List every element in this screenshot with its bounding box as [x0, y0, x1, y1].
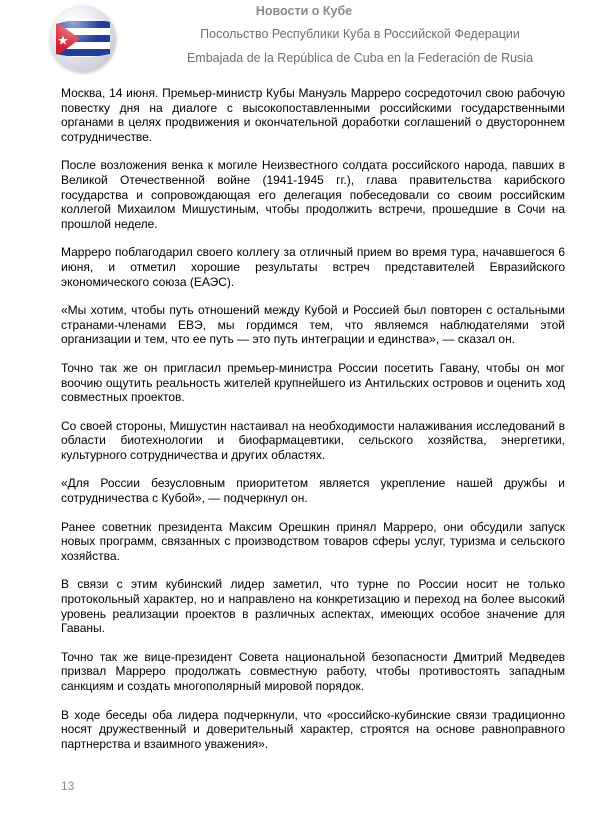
page-number: 13: [61, 779, 75, 793]
article-paragraph: В связи с этим кубинский лидер заметил, что турне по России носит не только протокольный характер, но и направлено на конкретизацию и переход на более высокий уровень реализации проектов в различных аспектах, имеющих особое значение для Гаваны.: [61, 577, 565, 636]
article-paragraph: «Для России безусловным приоритетом является укрепление нашей дружбы и сотрудничества с Кубой», — подчеркнул он.: [61, 476, 565, 506]
page-title: Новости о Кубе: [255, 4, 353, 18]
article-body: [61, 86, 565, 765]
page-header: [0, 0, 608, 80]
article-paragraph: «Мы хотим, чтобы путь отношений между Кубой и Россией был повторен с остальными странами-членами ЕВЭ, мы гордимся тем, что являемся наблюдателями этой организации и тем, что ее путь — это путь интеграции и единства», — сказал он.: [61, 303, 565, 347]
article-paragraph: Точно так же вице-президент Совета национальной безопасности Дмитрий Медведев призвал Марреро продолжать совместную работу, чтобы противостоять западным санкциям и создать многополярный мировой порядок.: [61, 649, 565, 693]
article-paragraph: Марреро поблагодарил своего коллегу за отличный прием во время тура, начавшегося 6 июня, и отметил хорошие результаты встреч представителей Евразийского экономического союза (ЕАЭС).: [61, 245, 565, 289]
article-paragraph: Точно так же он пригласил премьер-министра России посетить Гавану, чтобы он мог воочию ощутить реальность жителей крупнейшего из Антильских островов и оценить ход совместных проектов.: [61, 360, 565, 405]
article-paragraph: В ходе беседы оба лидера подчеркнули, что «российско-кубинские связи традиционно носят дружественный и доверительный характер, строятся на основе равноправного партнерства и взаимного уважения».: [61, 707, 565, 751]
article-paragraph: Со своей стороны, Мишустин настаивал на необходимости налаживания исследований в области биотехнологии и биофармацевтики, сельского хозяйства, энергетики, культурного сотрудничества и других областях.: [61, 418, 565, 462]
embassy-name-russian: Посольство Республики Куба в Российской Федерации: [200, 27, 520, 41]
article-paragraph: Ранее советник президента Максим Орешкин принял Марреро, они обсудили запуск новых программ, связанных с производством товаров сферы услуг, туризма и сельского хозяйства.: [61, 519, 565, 563]
article-paragraph: После возложения венка к могиле Неизвестного солдата российского народа, павших в Великой Отечественной войне (1941-1945 гг.), глава правительства карибского государства и сопровождающая его делегация побеседовали со своим российским коллегой Михаилом Мишустиным, чтобы продолжить встречи, прошедшие в Сочи на прошлой неделе.: [61, 158, 565, 231]
article-paragraph: Москва, 14 июня. Премьер-министр Кубы Мануэль Марреро сосредоточил свою рабочую повестку дня на диалоге с высокопоставленными российскими государственными органами в целях продвижения и окончательной доработки соглашений о двустороннем сотрудничестве.: [61, 86, 565, 144]
embassy-name-spanish: Embajada de la República de Cuba en la Federación de Rusia: [186, 51, 534, 65]
